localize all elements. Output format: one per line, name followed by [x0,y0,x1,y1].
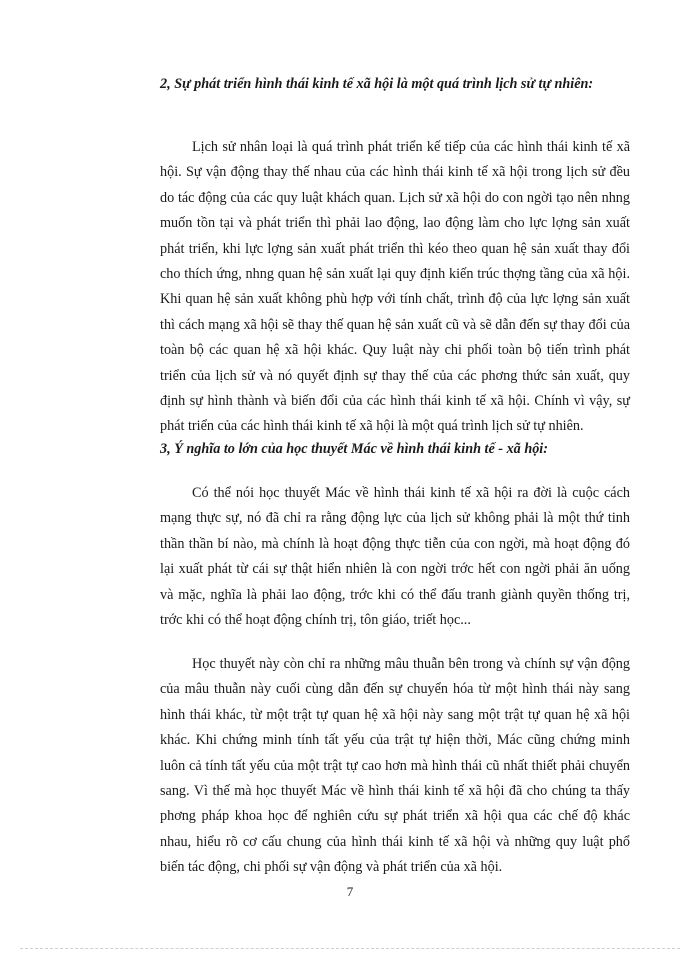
footer-divider [20,948,680,949]
body-paragraph: Học thuyết này còn chỉ ra những mâu thuẫn bên trong và chính sự vận động của mâu thuẫn này cuối cùng dẫn đến sự chuyển hóa từ một hình thái này sang hình thái khác, từ một trật tự quan hệ xã hội này sang một trật tự quan hệ xã hội khác. Khi chứng minh tính tất yếu của trật tự hiện thời, Mác cũng chứng minh luôn cả tính tất yếu của một trật tự cao hơn mà hình thái cũ nhất thiết phải chuyển sang. Vì thế mà học thuyết Mác về hình thái kinh tế xã hội đã cho chúng ta thấy phơng pháp khoa học để nghiên cứu sự phát triển xã hội qua các chế độ khác nhau, hiểu rõ cơ cấu chung của hình thái kinh tế xã hội và những quy luật phổ biến tác động, chi phối sự vận động và phát triển của xã hội. [160,656,630,876]
section-heading-text: 3, Ý nghĩa to lớn của học thuyết Mác về hình thái kinh tế - xã hội: [160,441,548,457]
section-heading [160,437,630,462]
section-heading [160,72,630,97]
section-heading-text: 2, Sự phát triển hình thái kinh tế xã hội là một quá trình lịch sử tự nhiên: [160,76,594,92]
page-number: 7 [346,884,354,899]
body-paragraph: Có thể nói học thuyết Mác về hình thái kinh tế xã hội ra đời là cuộc cách mạng thực sự, nó đã chỉ ra rằng động lực của lịch sử không phải là một thứ tinh thần thần bí nào, mà chính là hoạt động thực tiễn của con ngời, mà hoạt động đó lại xuất phát từ cái sự thật hiển nhiên là con ngời trớc hết con ngời phải ăn uống và mặc, nghĩa là phải lao động, trớc khi có thể đấu tranh giành quyền thống trị, trớc khi có thể hoạt động chính trị, tôn giáo, triết học... [160,485,630,629]
body-paragraph: Lịch sử nhân loại là quá trình phát triển kế tiếp của các hình thái kinh tế xã hội. Sự vận động thay thế nhau của các hình thái kinh tế xã hội trong lịch sử đều do tác động của các quy luật khách quan. Lịch sử xã hội do con ngời tạo nên nhng muốn tồn tại và phát triển thì phải lao động, lao động làm cho lực lợng sản xuất phát triển, khi lực lợng sản xuất phát triển thì kéo theo quan hệ sản xuất thay đổi cho thích ứng, nhng quan hệ sản xuất lại quy định kiến trúc thợng tầng của xã hội. Khi quan hệ sản xuất không phù hợp với tính chất, trình độ của lực lợng sản xuất thì cách mạng xã hội sẽ thay thế quan hệ sản xuất cũ và sẽ dẫn đến sự thay đổi của toàn bộ các quan hệ xã hội khác. Quy luật này chi phối toàn bộ tiến trình phát triển của lịch sử và nó quyết định sự thay thế của các phơng thức sản xuất, quy định sự hình thành và biến đổi của các hình thái kinh tế xã hội. Chính vì vậy, sự phát triển của các hình thái kinh tế xã hội là một quá trình lịch sử tự nhiên. [160,139,630,435]
